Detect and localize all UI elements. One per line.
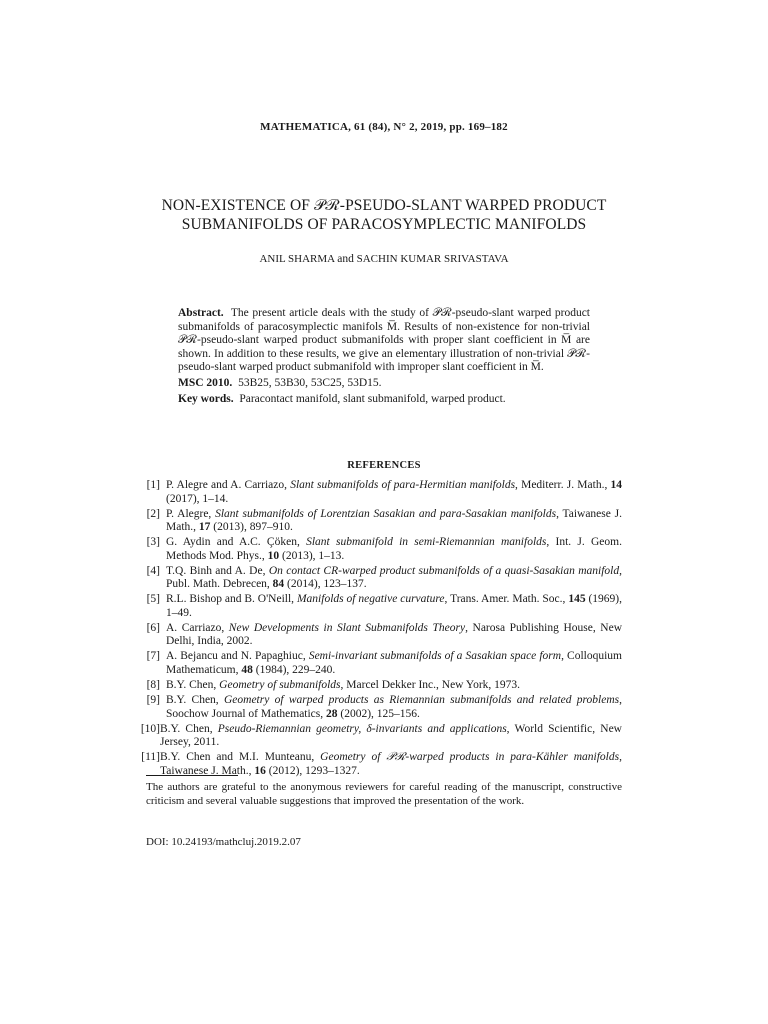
reference-number: [8] — [146, 679, 160, 692]
reference-item — [146, 479, 622, 506]
reference-title: Manifolds of negative curvature — [296, 593, 445, 606]
reference-text — [166, 593, 622, 620]
reference-source: , Publ. Math. Debrecen, — [166, 564, 623, 591]
reference-title: Slant submanifolds of Lorentzian Sasakian and para-Sasakian manifolds — [215, 507, 557, 520]
reference-item — [146, 679, 622, 693]
reference-volume: 28 — [326, 707, 338, 720]
reference-title: Slant submanifolds of para-Hermitian manifolds — [290, 479, 516, 491]
reference-text — [166, 694, 622, 721]
reference-authors: P. Alegre, — [166, 507, 216, 520]
reference-text — [166, 508, 622, 535]
reference-authors: B.Y. Chen, — [166, 694, 224, 707]
reference-source: , Trans. Amer. Math. Soc., — [444, 593, 569, 606]
reference-item — [146, 536, 622, 563]
msc-label: MSC 2010. — [178, 376, 233, 389]
keywords-label: Key words. — [178, 392, 234, 405]
reference-authors: T.Q. Binh and A. De, — [166, 564, 269, 577]
reference-item — [146, 508, 622, 535]
references-list — [140, 479, 623, 780]
reference-authors: R.L. Bishop and B. O'Neill, — [166, 593, 297, 606]
reference-number: [5] — [146, 593, 160, 606]
reference-text — [166, 650, 622, 677]
author-second: SACHIN KUMAR SRIVASTAVA — [356, 253, 509, 265]
reference-item — [146, 650, 622, 677]
reference-pages: (2013), 897–910. — [210, 521, 293, 534]
reference-volume: 84 — [272, 578, 285, 591]
reference-title: Geometry of warped products as Riemannian submanifolds and related problems — [223, 694, 620, 707]
reference-source: , Mediterr. J. Math., — [515, 479, 611, 491]
reference-volume: 10 — [267, 549, 280, 562]
msc-codes: 53B25, 53B30, 53C25, 53D15. — [238, 376, 382, 389]
reference-item — [146, 622, 622, 649]
reference-text — [166, 536, 622, 563]
reference-item — [146, 565, 622, 592]
reference-volume: 145 — [568, 593, 586, 606]
reference-authors: G. Aydin and A.C. Çöken, — [166, 536, 307, 549]
acknowledgement-footnote: The authors are grateful to the anonymous reviewers for careful reading of the manuscript, constructive criticism and several valuable suggestions that improved the presentation of the work. — [146, 781, 622, 807]
reference-authors: A. Carriazo, — [166, 621, 229, 634]
reference-source: , Taiwanese J. Math., — [160, 751, 622, 777]
journal-header: MATHEMATICA, 61 (84), N° 2, 2019, pp. 169–182 — [260, 121, 508, 133]
abstract-text: The present article deals with the study of 𝒫ℛ-pseudo-slant warped product submanifolds of paracosymplectic manifols M̅. Results of non-existence for non-trivial 𝒫ℛ-pseudo-slant warped product submanifolds with proper slant coefficient in M̅ are shown. In addition to these results, we give an elementary illustration of non-trivial 𝒫ℛ-pseudo-slant warped product submanifold with improper slant coefficient in M̅. — [178, 307, 590, 374]
reference-volume: 16 — [254, 764, 266, 777]
reference-text — [166, 622, 622, 649]
abstract-label: Abstract. — [178, 307, 224, 319]
reference-title: On contact CR-warped product submanifolds of a quasi-Sasakian manifold — [268, 564, 620, 577]
reference-item — [146, 593, 622, 620]
author-line — [0, 253, 768, 265]
abstract-block — [178, 307, 590, 406]
reference-text — [166, 479, 622, 506]
reference-volume: 14 — [610, 479, 623, 491]
reference-title: Geometry of 𝒫ℛ-warped products in para-Kähler manifolds — [320, 751, 620, 764]
reference-number: [1] — [146, 479, 160, 491]
reference-source: , Taiwanese J. Math., — [166, 507, 622, 534]
reference-number: [4] — [146, 564, 160, 577]
reference-pages: (2012), 1293–1327. — [265, 764, 360, 777]
reference-number: [6] — [146, 621, 160, 634]
reference-source: , Narosa Publishing House, New Delhi, India, 2002. — [166, 621, 622, 648]
reference-authors: B.Y. Chen and M.I. Munteanu, — [160, 751, 321, 764]
reference-authors: A. Bejancu and N. Papaghiuc, — [166, 650, 309, 663]
reference-number: [3] — [146, 536, 160, 549]
reference-source: , Colloquium Mathematicum, — [166, 650, 622, 677]
reference-authors: B.Y. Chen, — [160, 722, 218, 735]
reference-number: [9] — [146, 694, 160, 707]
reference-text — [166, 565, 622, 592]
reference-pages: (2002), 125–156. — [337, 707, 420, 720]
reference-pages: (2017), 1–14. — [166, 492, 229, 505]
reference-title: Semi-invariant submanifolds of a Sasakian space form — [308, 650, 562, 663]
reference-source: , World Scientific, New Jersey, 2011. — [160, 722, 622, 749]
reference-authors: P. Alegre and A. Carriazo, — [166, 479, 291, 491]
reference-source: , Marcel Dekker Inc., New York, 1973. — [340, 679, 521, 692]
reference-number: [7] — [146, 650, 160, 663]
footnote-rule — [146, 775, 238, 776]
author-first: ANIL SHARMA — [259, 253, 335, 265]
doi-line: DOI: 10.24193/mathcluj.2019.2.07 — [146, 836, 301, 848]
reference-number: [10] — [140, 722, 160, 735]
keywords-text: Paracontact manifold, slant submanifold, warped product. — [239, 392, 506, 405]
reference-source: , Int. J. Geom. Methods Mod. Phys., — [166, 536, 622, 562]
reference-title: Geometry of submanifolds — [219, 679, 341, 692]
reference-volume: 48 — [241, 664, 253, 677]
reference-pages: (2014), 123–137. — [284, 578, 367, 591]
reference-title: Pseudo-Riemannian geometry, δ-invariants and applications — [217, 722, 507, 735]
references-heading: REFERENCES — [347, 460, 421, 471]
reference-item — [146, 694, 622, 721]
reference-number: [2] — [146, 507, 160, 520]
paper-title: NON-EXISTENCE OF 𝒫ℛ-PSEUDO-SLANT WARPED PRODUCT SUBMANIFOLDS OF PARACOSYMPLECTIC MANIFOLDS — [161, 197, 607, 233]
keywords-line — [178, 393, 590, 407]
reference-item — [140, 722, 622, 750]
reference-authors: B.Y. Chen, — [166, 679, 220, 692]
reference-title: New Developments in Slant Submanifolds Theory — [228, 621, 466, 634]
reference-text — [166, 679, 622, 693]
reference-pages: (1984), 229–240. — [252, 664, 336, 677]
msc-line — [178, 377, 590, 391]
reference-pages: (2013), 1–13. — [279, 549, 345, 562]
author-conjunction: and — [337, 253, 354, 265]
reference-number: [11] — [141, 751, 160, 764]
abstract-paragraph — [178, 307, 590, 375]
reference-volume: 17 — [198, 521, 211, 534]
reference-pages: (1969), 1–49. — [166, 593, 623, 619]
reference-title: Slant submanifold in semi-Riemannian manifolds — [306, 536, 547, 549]
reference-source: , Soochow Journal of Mathematics, — [166, 694, 622, 720]
reference-text — [160, 723, 622, 750]
